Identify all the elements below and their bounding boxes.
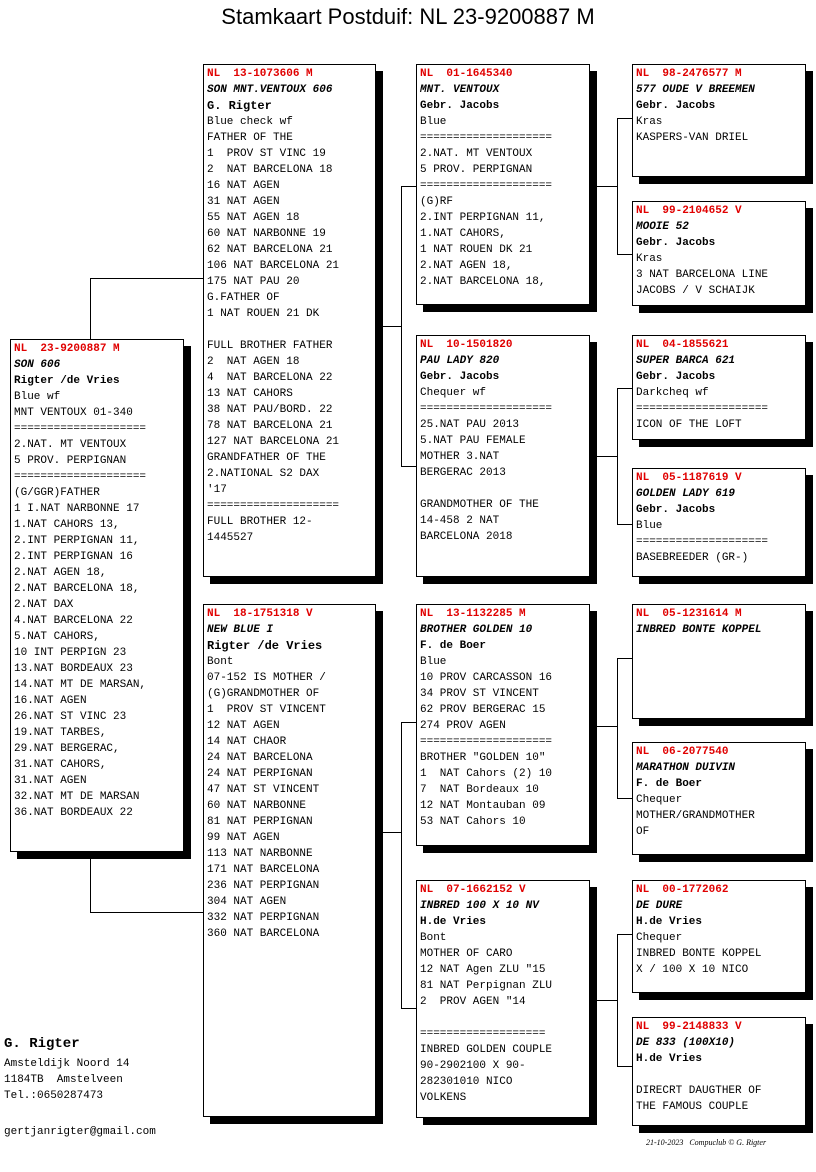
pedigree-line: 38 NAT PAU/BORD. 22 [207,404,333,416]
pedigree-line: 14-458 2 NAT [420,515,500,527]
pedigree-line: 07-152 IS MOTHER / [207,672,326,684]
pedigree-line: ==================== [14,471,147,483]
pigeon-owner: Gebr. Jacobs [636,504,716,516]
pedigree-line: 53 NAT Cahors 10 [420,816,526,828]
ring-number: NL 98-2476577 M [636,68,742,80]
pedigree-line: 175 NAT PAU 20 [207,276,300,288]
pedigree-line: 5 PROV. PERPIGNAN [14,455,127,467]
pigeon-owner: F. de Boer [636,778,703,790]
pigeon-name: MOOIE 52 [636,221,689,233]
pedigree-line: 1 NAT ROUEN 21 DK [207,308,320,320]
pedigree-card-subject [10,339,184,852]
pedigree-line: 60 NAT NARBONNE [207,800,307,812]
pigeon-name: 577 OUDE V BREEMEN [636,84,755,96]
pedigree-line: 304 NAT AGEN [207,896,287,908]
pedigree-line: MOTHER OF CARO [420,948,513,960]
pedigree-line: 113 NAT NARBONNE [207,848,313,860]
connector [597,1000,617,1001]
pedigree-line: 2.NAT. MT VENTOUX [14,439,127,451]
pedigree-line: 1 I.NAT NARBONNE 17 [14,503,140,515]
pedigree-line: X / 100 X 10 NICO [636,964,749,976]
pedigree-line [420,481,586,497]
pedigree-line: 2.INT PERPIGNAN 16 [14,551,133,563]
pedigree-line: 16.NAT AGEN [14,695,87,707]
pedigree-card-mother-mother [416,880,590,1118]
pedigree-line: 2.NATIONAL S2 DAX [207,468,320,480]
print-stamp: 21-10-2023 Compuclub © G. Rigter [646,1138,767,1147]
pedigree-line: 3 NAT BARCELONA LINE [636,269,769,281]
pedigree-line: 1 NAT Cahors (2) 10 [420,768,553,780]
pedigree-line: 31.NAT AGEN [14,775,87,787]
pedigree-line: FATHER OF THE [207,132,293,144]
pedigree-line: KASPERS-VAN DRIEL [636,132,749,144]
pedigree-line: 47 NAT ST VINCENT [207,784,320,796]
pedigree-line: Blue [420,656,447,668]
pedigree-line: BERGERAC 2013 [420,467,506,479]
pedigree-line: 2.NAT BARCELONA 18, [14,583,140,595]
pedigree-line: Kras [636,253,663,265]
pedigree-line: 2.INT PERPIGNAN 11, [420,212,546,224]
pedigree-line: 14.NAT MT DE MARSAN, [14,679,147,691]
pedigree-line: 78 NAT BARCELONA 21 [207,420,333,432]
pedigree-card-mother-father [416,604,590,846]
ring-number: NL 01-1645340 [420,68,513,80]
pedigree-line: 31 NAT AGEN [207,196,280,208]
connector [383,326,401,327]
ring-number: NL 13-1132285 M [420,608,526,620]
pedigree-line: BASEBREEDER (GR-) [636,552,749,564]
pedigree-line: 2 NAT AGEN 18 [207,356,300,368]
pedigree-card-mmm [632,1017,806,1126]
pedigree-line [636,1067,802,1083]
connector [401,722,402,1008]
pedigree-line: Chequer wf [420,387,487,399]
pedigree-line: ==================== [420,403,553,415]
pedigree-line: 90-2902100 X 90- [420,1060,526,1072]
pedigree-line: 10 INT PERPIGN 23 [14,647,127,659]
pedigree-line: FULL BROTHER 12- [207,516,313,528]
pedigree-card-fmm [632,468,806,577]
ring-number: NL 00-1772062 [636,884,729,896]
pedigree-line: 36.NAT BORDEAUX 22 [14,807,133,819]
pedigree-line: 19.NAT TARBES, [14,727,107,739]
pedigree-line: ==================== [420,180,553,192]
connector [617,118,632,119]
pedigree-line: 2.NAT. MT VENTOUX [420,148,533,160]
connector [90,278,91,340]
ring-number: NL 05-1231614 M [636,608,742,620]
pedigree-line: '17 [207,484,227,496]
pigeon-owner: Gebr. Jacobs [420,371,500,383]
pedigree-line: 5 PROV. PERPIGNAN [420,164,533,176]
pigeon-name: INBRED BONTE KOPPEL [636,624,762,636]
pedigree-line: MNT VENTOUX 01-340 [14,407,133,419]
pedigree-line: ==================== [207,500,340,512]
pedigree-line [207,322,372,338]
pedigree-line: 14 NAT CHAOR [207,736,287,748]
pedigree-card-mmf [632,880,806,993]
pigeon-owner: Gebr. Jacobs [420,100,500,112]
pedigree-line: 2 PROV AGEN "14 [420,996,526,1008]
pedigree-card-ffm [632,201,806,306]
pedigree-line: Darkcheq wf [636,387,709,399]
pedigree-line: DIRECRT DAUGTHER OF [636,1085,762,1097]
pedigree-line: 1.NAT CAHORS 13, [14,519,120,531]
pedigree-line: 34 PROV ST VINCENT [420,688,539,700]
pedigree-line: G.FATHER OF [207,292,280,304]
pedigree-line: BARCELONA 2018 [420,531,513,543]
pedigree-line: Bont [207,656,234,668]
pedigree-line: 81 NAT Perpignan ZLU [420,980,553,992]
pigeon-name: GOLDEN LADY 619 [636,488,736,500]
owner-address-2: 1184TB Amstelveen [4,1074,123,1086]
pedigree-line: 127 NAT BARCELONA 21 [207,436,340,448]
owner-email: gertjanrigter@gmail.com [4,1126,156,1138]
pedigree-line: (G/GGR)FATHER [14,487,100,499]
pigeon-owner: F. de Boer [420,640,487,652]
pedigree-line: THE FAMOUS COUPLE [636,1101,749,1113]
pedigree-card-father-father [416,64,590,305]
pedigree-line: 4 NAT BARCELONA 22 [207,372,333,384]
connector [617,798,632,799]
pedigree-line: 13.NAT BORDEAUX 23 [14,663,133,675]
pedigree-line: 55 NAT AGEN 18 [207,212,300,224]
pigeon-owner: Gebr. Jacobs [636,100,716,112]
pigeon-name: SUPER BARCA 621 [636,355,736,367]
pedigree-line: 5.NAT CAHORS, [14,631,100,643]
connector [617,658,632,659]
ring-number: NL 23-9200887 M [14,343,120,355]
pigeon-owner: Rigter /de Vries [14,375,120,387]
pedigree-line: 4.NAT BARCELONA 22 [14,615,133,627]
connector [617,1066,632,1067]
pedigree-card-mother [203,604,376,1117]
pigeon-name: PAU LADY 820 [420,355,500,367]
pedigree-line: 1 PROV ST VINC 19 [207,148,326,160]
pedigree-line: ==================== [420,736,553,748]
pigeon-name: BROTHER GOLDEN 10 [420,624,533,636]
owner-email-block [4,1124,156,1140]
pedigree-line: 62 NAT BARCELONA 21 [207,244,333,256]
pigeon-owner: H.de Vries [636,916,703,928]
pedigree-line: Blue wf [14,391,61,403]
connector [617,388,632,389]
pigeon-name: NEW BLUE I [207,624,274,636]
pedigree-line: 25.NAT PAU 2013 [420,419,520,431]
pedigree-line: Chequer [636,932,683,944]
pedigree-line: ==================== [420,132,553,144]
pedigree-line: 236 NAT PERPIGNAN [207,880,320,892]
pigeon-owner: G. Rigter [207,99,272,113]
pedigree-line: 332 NAT PERPIGNAN [207,912,320,924]
pedigree-line: 171 NAT BARCELONA [207,864,320,876]
pigeon-owner: Gebr. Jacobs [636,237,716,249]
pedigree-card-mff [632,604,806,719]
pigeon-name: DE DURE [636,900,683,912]
owner-phone: Tel.:0650287473 [4,1090,104,1102]
pedigree-line: ==================== [14,423,147,435]
pigeon-name: DE 833 (100X10) [636,1037,736,1049]
connector [383,832,401,833]
pedigree-line: 5.NAT PAU FEMALE [420,435,526,447]
pigeon-name: SON MNT.VENTOUX 606 [207,84,333,96]
pigeon-owner: H.de Vries [420,916,487,928]
connector [401,186,402,466]
pedigree-line: 282301010 NICO [420,1076,513,1088]
ring-number: NL 99-2104652 V [636,205,742,217]
pedigree-line: INBRED BONTE KOPPEL [636,948,762,960]
pedigree-line: 13 NAT CAHORS [207,388,293,400]
pedigree-line: 24 NAT BARCELONA [207,752,313,764]
connector [617,934,618,1066]
pigeon-name: MARATHON DUIVIN [636,762,736,774]
ring-number: NL 05-1187619 V [636,472,742,484]
pedigree-line: 360 NAT BARCELONA [207,928,320,940]
connector [401,1008,417,1009]
pedigree-line: 31.NAT CAHORS, [14,759,107,771]
pedigree-line: 2.NAT DAX [14,599,74,611]
pedigree-line: FULL BROTHER FATHER [207,340,333,352]
connector [617,934,632,935]
pedigree-line: GRANDFATHER OF THE [207,452,326,464]
connector [597,456,617,457]
pedigree-line: 32.NAT MT DE MARSAN [14,791,140,803]
ring-number: NL 10-1501820 [420,339,513,351]
pedigree-line: Kras [636,116,663,128]
pedigree-line: 12 NAT Montauban 09 [420,800,546,812]
pigeon-owner: Rigter /de Vries [207,639,323,653]
ring-number: NL 04-1855621 [636,339,729,351]
pedigree-line: (G)RF [420,196,454,208]
pedigree-card-mfm [632,742,806,855]
pedigree-line: MOTHER 3.NAT [420,451,500,463]
pedigree-line: GRANDMOTHER OF THE [420,499,539,511]
pedigree-card-fff [632,64,806,177]
ring-number: NL 99-2148833 V [636,1021,742,1033]
connector [617,524,632,525]
pedigree-card-father-mother [416,335,590,577]
pedigree-line: 12 NAT AGEN [207,720,280,732]
pigeon-name: SON 606 [14,359,61,371]
pedigree-line: 7 NAT Bordeaux 10 [420,784,539,796]
pedigree-line: 106 NAT BARCELONA 21 [207,260,340,272]
pedigree-line: 2.NAT AGEN 18, [14,567,107,579]
connector [90,278,204,279]
pedigree-line: 24 NAT PERPIGNAN [207,768,313,780]
ring-number: NL 13-1073606 M [207,68,313,80]
pigeon-owner: H.de Vries [636,1053,703,1065]
pedigree-line: VOLKENS [420,1092,467,1104]
pedigree-line: Bont [420,932,447,944]
ring-number: NL 18-1751318 V [207,608,313,620]
connector [401,466,417,467]
connector [597,186,617,187]
pedigree-line: 29.NAT BERGERAC, [14,743,120,755]
connector [90,912,204,913]
pedigree-card-father [203,64,376,577]
pedigree-line: 99 NAT AGEN [207,832,280,844]
owner-address-1: Amsteldijk Noord 14 [4,1058,130,1070]
pedigree-line: ==================== [636,536,769,548]
pedigree-line: 2.INT PERPIGNAN 11, [14,535,140,547]
pedigree-line: 12 NAT Agen ZLU "15 [420,964,546,976]
connector [401,186,417,187]
pedigree-line: OF [636,826,650,838]
pigeon-name: MNT. VENTOUX [420,84,500,96]
pedigree-line: ICON OF THE LOFT [636,419,742,431]
ring-number: NL 06-2077540 [636,746,729,758]
pedigree-line: 1445527 [207,532,254,544]
pedigree-line: Blue [420,116,447,128]
pedigree-line: Chequer [636,794,683,806]
pedigree-line: 274 PROV AGEN [420,720,506,732]
connector [617,658,618,798]
owner-name: G. Rigter [4,1036,80,1052]
connector [90,852,91,912]
connector [401,722,417,723]
page-title: Stamkaart Postduif: NL 23-9200887 M [221,4,595,29]
pedigree-line: 2.NAT AGEN 18, [420,260,513,272]
pedigree-line: 2 NAT BARCELONA 18 [207,164,333,176]
connector [617,254,632,255]
pigeon-owner: Gebr. Jacobs [636,371,716,383]
connector [597,726,617,727]
pedigree-line: 1 NAT ROUEN DK 21 [420,244,533,256]
pedigree-line: 16 NAT AGEN [207,180,280,192]
pedigree-line: BROTHER "GOLDEN 10" [420,752,546,764]
ring-number: NL 07-1662152 V [420,884,526,896]
connector [617,118,618,254]
pedigree-line: ==================== [636,403,769,415]
pedigree-line [420,1010,586,1026]
pedigree-line: Blue [636,520,663,532]
pedigree-line: INBRED GOLDEN COUPLE [420,1044,553,1056]
pedigree-line: 62 PROV BERGERAC 15 [420,704,546,716]
pedigree-line: 81 NAT PERPIGNAN [207,816,313,828]
pedigree-line: 60 NAT NARBONNE 19 [207,228,326,240]
pedigree-card-fmf [632,335,806,440]
pedigree-line: 1 PROV ST VINCENT [207,704,326,716]
pedigree-line: 26.NAT ST VINC 23 [14,711,127,723]
owner-block [4,1036,204,1104]
pedigree-line: 1.NAT CAHORS, [420,228,506,240]
pigeon-name: INBRED 100 X 10 NV [420,900,539,912]
pedigree-line: Blue check wf [207,116,293,128]
pedigree-line: 2.NAT BARCELONA 18, [420,276,546,288]
connector [617,388,618,524]
pedigree-line: =================== [420,1028,546,1040]
pedigree-line: 10 PROV CARCASSON 16 [420,672,553,684]
pedigree-line: (G)GRANDMOTHER OF [207,688,320,700]
pedigree-line: JACOBS / V SCHAIJK [636,285,755,297]
pedigree-line: MOTHER/GRANDMOTHER [636,810,755,822]
